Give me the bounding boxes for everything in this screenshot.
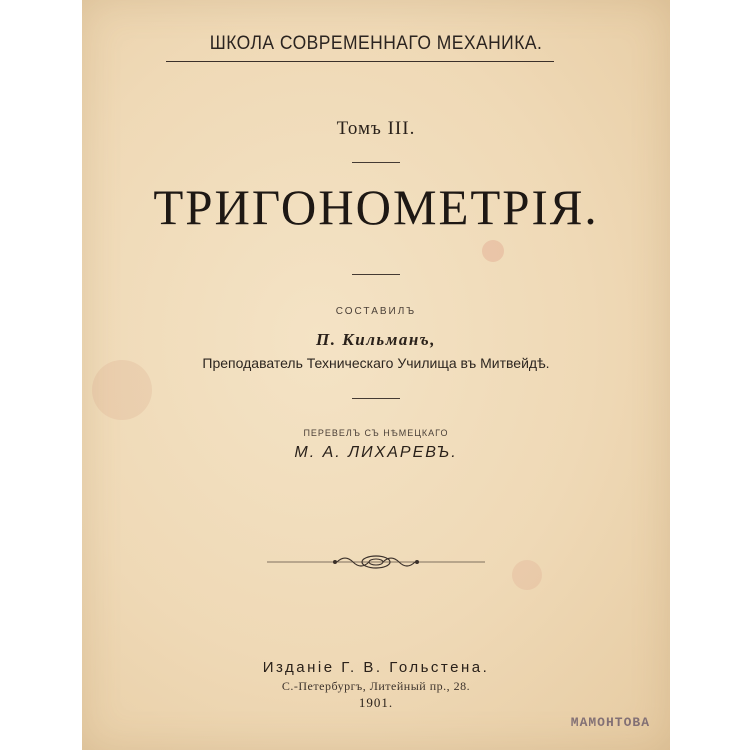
compiled-label: СОСТАВИЛЪ — [335, 306, 417, 317]
author-affiliation: Преподаватель Техническаго Училища въ Митвейдѣ. — [202, 355, 550, 371]
publisher: Изданіе Г. В. Гольстена. — [262, 659, 490, 676]
translated-label: ПЕРЕВЕЛЪ СЪ НѢМЕЦКАГО — [303, 428, 449, 438]
series-underline — [166, 61, 554, 62]
author-name: П. Кильманъ, — [316, 330, 436, 349]
publication-year: 1901. — [358, 695, 394, 710]
translator-name: М. А. ЛИХАРЕВЪ. — [294, 444, 458, 461]
divider — [352, 162, 400, 163]
title-page — [82, 0, 670, 750]
stain — [512, 560, 542, 590]
stain — [482, 240, 504, 262]
city-address: С.-Петербургъ, Литейный пр., 28. — [281, 679, 471, 693]
series-title: ШКОЛА СОВРЕМЕННАГО МЕХАНИКА. — [209, 33, 543, 54]
ownership-stamp: МАМОНТОВА — [570, 715, 650, 730]
book-title: ТРИГОНОМЕТРІЯ. — [153, 179, 599, 235]
scroll-ornament-icon — [267, 553, 485, 571]
divider — [352, 398, 400, 399]
volume-label: Томъ III. — [336, 118, 416, 139]
divider — [352, 274, 400, 275]
